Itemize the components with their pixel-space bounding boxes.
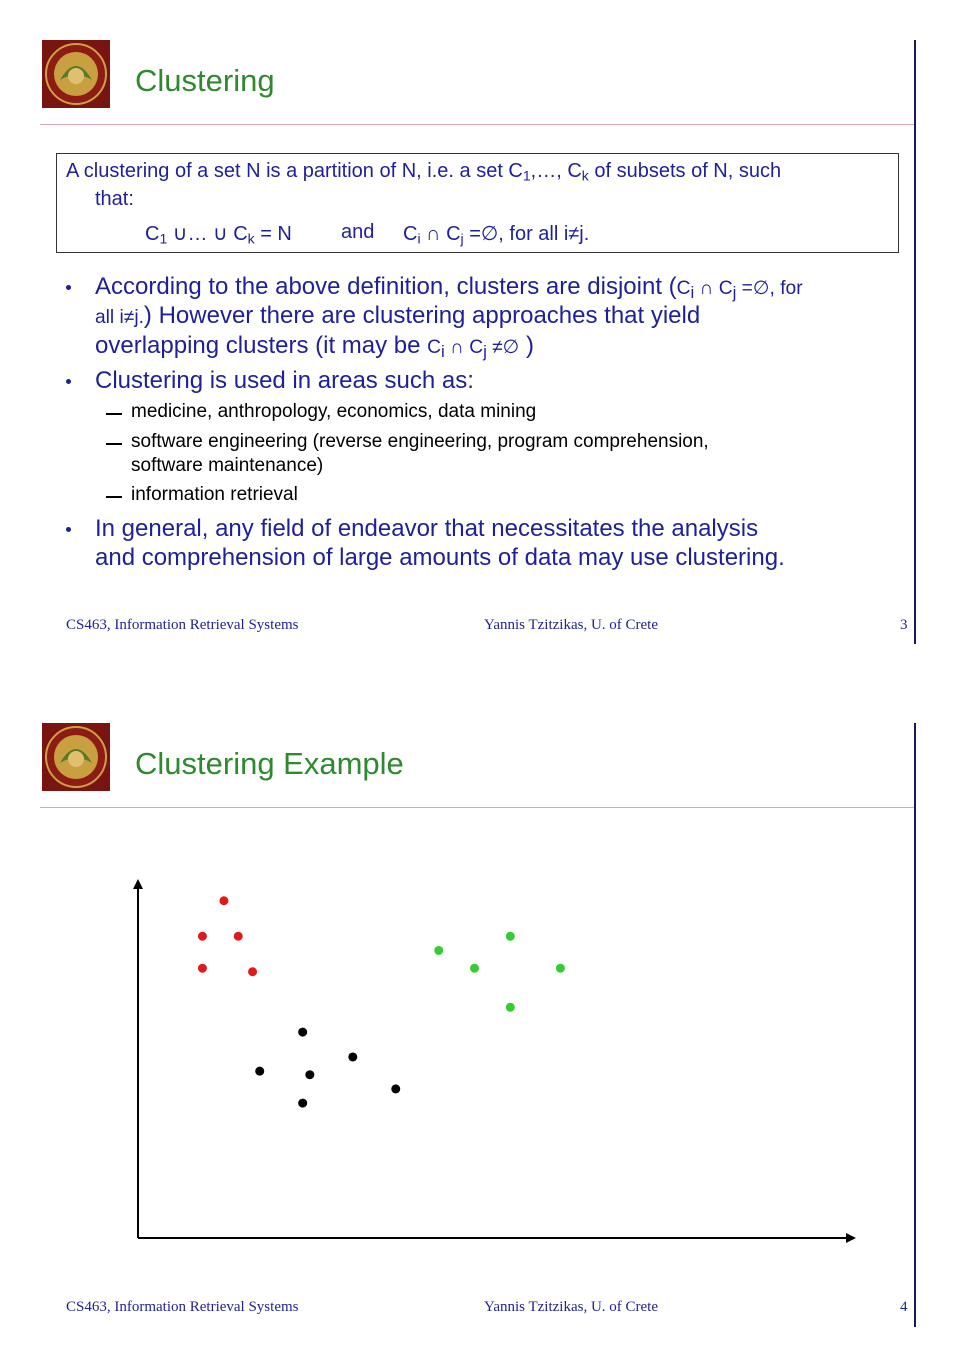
bullet-1-line-2: all i≠j.) However there are clustering approaches that yield <box>95 302 701 329</box>
data-point-2-0 <box>298 1028 307 1037</box>
right-border <box>914 40 916 644</box>
footer-course: CS463, Information Retrieval Systems <box>66 1299 299 1315</box>
definition-disjoint: Ci ∩ Cj =∅, for all i≠j. <box>403 223 590 247</box>
data-point-2-2 <box>305 1070 314 1079</box>
footer-course: CS463, Information Retrieval Systems <box>66 617 299 633</box>
footer-page-number: 3 <box>900 617 908 633</box>
slide-4 <box>0 683 960 1367</box>
sub-item-2-line-2: software maintenance) <box>131 455 324 476</box>
bullet-dot <box>66 379 71 384</box>
data-points <box>198 896 565 1107</box>
sub-dash <box>106 413 122 415</box>
sub-dash <box>106 443 122 445</box>
slide-title: Clustering <box>135 63 275 98</box>
slide-3 <box>0 0 960 680</box>
bullet-3-line-1: In general, any field of endeavor that necessitates the analysis <box>95 515 759 542</box>
data-point-0-3 <box>198 964 207 973</box>
data-point-1-2 <box>506 932 515 941</box>
sub-item-2-line-1: software engineering (reverse engineering, program comprehension, <box>131 431 709 452</box>
data-point-1-1 <box>470 964 479 973</box>
data-point-2-3 <box>348 1052 357 1061</box>
data-point-1-4 <box>506 1003 515 1012</box>
data-point-1-3 <box>556 964 565 973</box>
slide-title: Clustering Example <box>135 746 404 781</box>
data-point-0-4 <box>248 967 257 976</box>
sub-item-3: information retrieval <box>131 484 298 505</box>
data-point-0-0 <box>219 896 228 905</box>
data-point-0-1 <box>198 932 207 941</box>
footer-page-number: 4 <box>900 1299 908 1315</box>
data-point-1-0 <box>434 946 443 955</box>
x-axis-arrow <box>846 1233 856 1243</box>
university-seal-icon <box>42 40 110 108</box>
data-point-2-4 <box>391 1084 400 1093</box>
definition-and: and <box>341 221 375 243</box>
bullet-2: Clustering is used in areas such as: <box>95 367 474 394</box>
bullet-3-line-2: and comprehension of large amounts of data may use clustering. <box>95 544 785 571</box>
header-rule <box>40 124 916 125</box>
definition-line-2: that: <box>95 188 134 210</box>
sub-item-1: medicine, anthropology, economics, data mining <box>131 401 537 422</box>
data-point-2-5 <box>298 1099 307 1108</box>
sub-dash <box>106 496 122 498</box>
data-point-0-2 <box>234 932 243 941</box>
definition-line-1: A clustering of a set N is a partition of N, i.e. a set C1,…, Ck of subsets of N, such <box>66 160 782 184</box>
footer-author: Yannis Tzitzikas, U. of Crete <box>484 617 659 633</box>
definition-formula: C1 ∪… ∪ Ck = N <box>145 223 292 247</box>
bullet-dot <box>66 527 71 532</box>
bullet-dot <box>66 285 71 290</box>
bullet-1-line-1: According to the above definition, clusters are disjoint (Ci ∩ Cj =∅, for <box>95 273 803 303</box>
data-point-2-1 <box>255 1067 264 1076</box>
footer-author: Yannis Tzitzikas, U. of Crete <box>484 1299 659 1315</box>
bullet-1-line-3: overlapping clusters (it may be Ci ∩ Cj ≠∅ ) <box>95 332 535 362</box>
y-axis-arrow <box>133 879 143 889</box>
clustering-scatter-plot <box>0 683 960 1367</box>
